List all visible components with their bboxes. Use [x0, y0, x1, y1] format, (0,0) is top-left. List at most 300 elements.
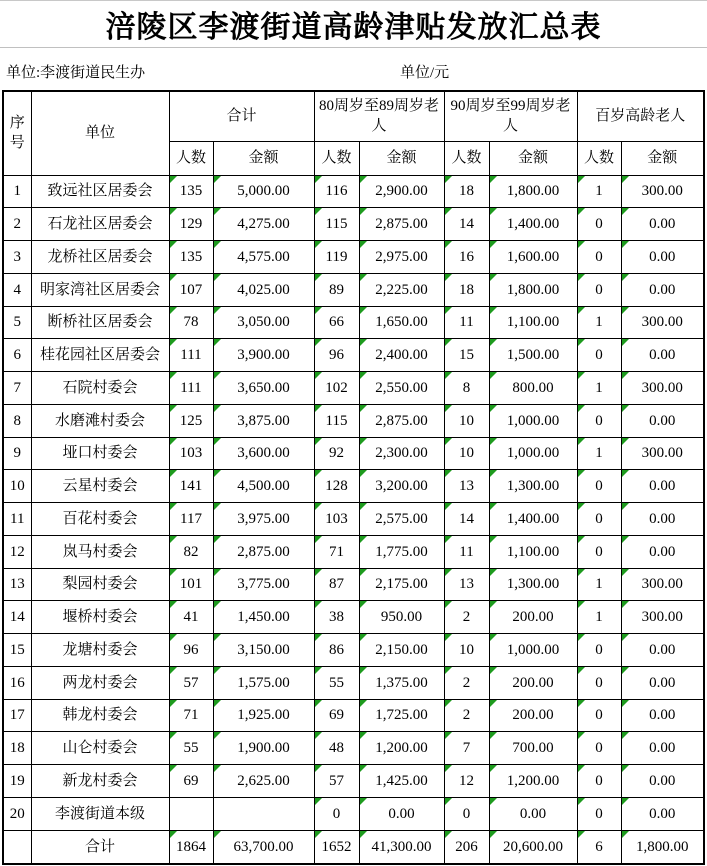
error-indicator-triangle-icon	[445, 634, 452, 641]
people-count-cell	[314, 175, 359, 208]
error-indicator-triangle-icon	[622, 601, 629, 608]
error-indicator-triangle-icon	[170, 241, 177, 248]
row-number-cell	[3, 241, 31, 274]
error-indicator-triangle-icon	[360, 536, 367, 543]
header-age-90-99-group: 90周岁至99周岁老人	[444, 91, 577, 141]
error-indicator-triangle-icon	[622, 438, 629, 445]
error-indicator-triangle-icon	[578, 732, 585, 739]
people-count-cell	[169, 666, 213, 699]
error-indicator-triangle-icon	[360, 798, 367, 805]
cell-text: 0	[595, 347, 603, 363]
people-count-cell	[577, 273, 621, 306]
cell-text: 百花村委会	[62, 510, 138, 527]
error-indicator-triangle-icon	[315, 372, 322, 379]
error-indicator-triangle-icon	[360, 831, 367, 838]
amount-cell	[359, 535, 444, 568]
cell-text: 岚马村委会	[62, 543, 138, 560]
table-row	[3, 503, 704, 536]
error-indicator-triangle-icon	[170, 634, 177, 641]
cell-text: 800.00	[512, 379, 554, 396]
cell-text: 103	[179, 445, 203, 462]
amount-cell	[213, 175, 314, 208]
error-indicator-triangle-icon	[214, 405, 221, 412]
error-indicator-triangle-icon	[490, 241, 497, 248]
amount-cell	[213, 503, 314, 536]
error-indicator-triangle-icon	[490, 732, 497, 739]
people-count-cell	[169, 241, 213, 274]
cell-text: 2,575.00	[375, 510, 428, 527]
cell-text: 19	[9, 772, 25, 789]
cell-text: 李渡街道本级	[54, 805, 145, 822]
error-indicator-triangle-icon	[315, 700, 322, 707]
people-count-cell	[169, 339, 213, 372]
error-indicator-triangle-icon	[170, 274, 177, 281]
people-count-cell	[444, 404, 489, 437]
amount-cell	[359, 404, 444, 437]
cell-text: 55	[329, 674, 345, 691]
error-indicator-triangle-icon	[445, 208, 452, 215]
people-count-cell	[444, 241, 489, 274]
error-indicator-triangle-icon	[445, 176, 452, 183]
people-count-cell	[314, 437, 359, 470]
error-indicator-triangle-icon	[490, 503, 497, 510]
error-indicator-triangle-icon	[578, 438, 585, 445]
cell-text: 1,200.00	[375, 740, 428, 756]
cell-text: 950.00	[380, 609, 423, 625]
cell-text: 0.00	[649, 281, 676, 298]
row-number-cell	[3, 470, 31, 503]
cell-text: 14	[459, 510, 475, 527]
people-count-cell	[444, 503, 489, 536]
amount-cell	[213, 666, 314, 699]
people-count-cell	[314, 568, 359, 601]
row-number-cell	[3, 699, 31, 732]
error-indicator-triangle-icon	[360, 176, 367, 183]
error-indicator-triangle-icon	[445, 241, 452, 248]
cell-text: 6	[595, 838, 603, 855]
error-indicator-triangle-icon	[214, 503, 221, 510]
amount-cell	[213, 732, 314, 765]
cell-text: 200.00	[512, 707, 554, 724]
cell-text: 2,300.00	[375, 445, 428, 462]
people-count-cell	[577, 601, 621, 634]
cell-text: 115	[325, 216, 348, 232]
header-total-group: 合计	[169, 91, 314, 141]
error-indicator-triangle-icon	[490, 700, 497, 707]
cell-text: 0	[332, 805, 341, 822]
cell-text: 1,400.00	[506, 216, 560, 232]
amount-cell	[359, 241, 444, 274]
amount-cell	[489, 339, 577, 372]
error-indicator-triangle-icon	[315, 503, 322, 510]
unit-name-cell	[31, 732, 169, 765]
error-indicator-triangle-icon	[360, 208, 367, 215]
error-indicator-triangle-icon	[578, 307, 585, 314]
people-count-cell	[314, 699, 359, 732]
error-indicator-triangle-icon	[214, 274, 221, 281]
cell-text: 0.00	[649, 772, 676, 789]
table-row	[3, 699, 704, 732]
error-indicator-triangle-icon	[315, 176, 322, 183]
cell-text: 1	[595, 314, 603, 331]
cell-text: 4,500.00	[237, 478, 290, 494]
unit-name-cell	[31, 208, 169, 241]
cell-text: 107	[179, 281, 203, 298]
error-indicator-triangle-icon	[360, 700, 367, 707]
people-count-cell	[577, 666, 621, 699]
error-indicator-triangle-icon	[170, 765, 177, 772]
error-indicator-triangle-icon	[360, 569, 367, 576]
header-total-amount: 金额	[213, 141, 314, 175]
cell-text: 1652	[321, 838, 352, 855]
error-indicator-triangle-icon	[622, 700, 629, 707]
cell-text: 1,425.00	[375, 772, 428, 789]
cell-text: 0.00	[388, 805, 415, 822]
error-indicator-triangle-icon	[622, 405, 629, 412]
cell-text: 71	[329, 543, 345, 560]
cell-text: 1,775.00	[375, 543, 428, 560]
error-indicator-triangle-icon	[578, 765, 585, 772]
amount-cell	[359, 372, 444, 405]
unit-name-cell	[31, 568, 169, 601]
error-indicator-triangle-icon	[170, 405, 177, 412]
row-number-cell	[3, 830, 31, 864]
cell-text: 200.00	[512, 609, 554, 625]
table-row	[3, 372, 704, 405]
amount-cell	[213, 535, 314, 568]
cell-text: 71	[183, 707, 199, 724]
cell-text: 1,000.00	[506, 641, 560, 658]
cell-text: 16	[9, 674, 25, 691]
row-number-cell	[3, 797, 31, 830]
people-count-cell	[314, 535, 359, 568]
table-body	[3, 175, 704, 864]
error-indicator-triangle-icon	[490, 372, 497, 379]
cell-text: 1,800.00	[636, 838, 689, 855]
cell-text: 0.00	[519, 805, 547, 822]
error-indicator-triangle-icon	[360, 274, 367, 281]
cell-text: 96	[329, 347, 345, 363]
people-count-cell	[314, 634, 359, 667]
error-indicator-triangle-icon	[214, 372, 221, 379]
error-indicator-triangle-icon	[490, 438, 497, 445]
cell-text: 111	[180, 347, 202, 363]
error-indicator-triangle-icon	[445, 339, 452, 346]
error-indicator-triangle-icon	[490, 405, 497, 412]
error-indicator-triangle-icon	[445, 536, 452, 543]
error-indicator-triangle-icon	[622, 208, 629, 215]
cell-text: 4	[13, 281, 21, 298]
people-count-cell	[169, 372, 213, 405]
cell-text: 86	[329, 641, 345, 658]
cell-text: 2,150.00	[375, 641, 428, 658]
unit-name-cell	[31, 372, 169, 405]
error-indicator-triangle-icon	[214, 176, 221, 183]
people-count-cell	[444, 666, 489, 699]
amount-cell	[359, 830, 444, 864]
row-number-cell	[3, 208, 31, 241]
people-count-cell	[444, 699, 489, 732]
cell-text: 4,275.00	[237, 216, 290, 232]
error-indicator-triangle-icon	[622, 241, 629, 248]
error-indicator-triangle-icon	[490, 569, 497, 576]
unit-name-cell	[31, 765, 169, 798]
table-row	[3, 470, 704, 503]
cell-text: 1,575.00	[237, 674, 290, 691]
amount-cell	[621, 306, 704, 339]
unit-name-cell	[31, 797, 169, 830]
cell-text: 10	[459, 445, 475, 462]
error-indicator-triangle-icon	[360, 307, 367, 314]
error-indicator-triangle-icon	[360, 503, 367, 510]
cell-text: 0.00	[649, 248, 676, 265]
table-row	[3, 404, 704, 437]
cell-text: 1	[13, 183, 21, 200]
people-count-cell	[444, 175, 489, 208]
people-count-cell	[169, 404, 213, 437]
people-count-cell	[577, 404, 621, 437]
people-count-cell	[577, 535, 621, 568]
people-count-cell	[314, 208, 359, 241]
cell-text: 12	[459, 772, 475, 789]
error-indicator-triangle-icon	[578, 372, 585, 379]
error-indicator-triangle-icon	[315, 831, 322, 838]
unit-name-cell	[31, 339, 169, 372]
error-indicator-triangle-icon	[578, 470, 585, 477]
people-count-cell	[169, 503, 213, 536]
error-indicator-triangle-icon	[214, 634, 221, 641]
amount-cell	[621, 568, 704, 601]
error-indicator-triangle-icon	[578, 601, 585, 608]
cell-text: 1	[595, 183, 603, 200]
row-number-cell	[3, 503, 31, 536]
error-indicator-triangle-icon	[170, 438, 177, 445]
cell-text: 3,050.00	[237, 314, 290, 331]
cell-text: 18	[459, 281, 475, 298]
cell-text: 700.00	[512, 740, 554, 756]
people-count-cell	[314, 404, 359, 437]
cell-text: 12	[9, 543, 25, 560]
cell-text: 1,400.00	[506, 510, 560, 527]
error-indicator-triangle-icon	[360, 372, 367, 379]
error-indicator-triangle-icon	[445, 438, 452, 445]
cell-text: 明家湾社区居委会	[39, 281, 160, 298]
cell-text: 1,100.00	[506, 314, 560, 331]
amount-cell	[489, 273, 577, 306]
error-indicator-triangle-icon	[315, 536, 322, 543]
amount-cell	[489, 634, 577, 667]
error-indicator-triangle-icon	[445, 798, 452, 805]
header-80-people: 人数	[314, 141, 359, 175]
unit-name-cell	[31, 306, 169, 339]
error-indicator-triangle-icon	[445, 470, 452, 477]
amount-cell	[489, 601, 577, 634]
cell-text: 11	[10, 510, 25, 527]
amount-cell	[213, 634, 314, 667]
total-row	[3, 830, 704, 864]
error-indicator-triangle-icon	[170, 667, 177, 674]
error-indicator-triangle-icon	[622, 339, 629, 346]
people-count-cell	[314, 372, 359, 405]
error-indicator-triangle-icon	[622, 569, 629, 576]
error-indicator-triangle-icon	[578, 503, 585, 510]
people-count-cell	[577, 306, 621, 339]
amount-cell	[489, 568, 577, 601]
cell-text: 0	[595, 543, 603, 560]
people-count-cell	[169, 765, 213, 798]
error-indicator-triangle-icon	[578, 241, 585, 248]
error-indicator-triangle-icon	[214, 700, 221, 707]
header-100-amount: 金额	[621, 141, 704, 175]
cell-text: 0	[462, 805, 471, 822]
amount-cell	[621, 732, 704, 765]
cell-text: 125	[179, 412, 203, 429]
amount-cell	[213, 241, 314, 274]
error-indicator-triangle-icon	[170, 503, 177, 510]
amount-cell	[621, 437, 704, 470]
cell-text: 0	[595, 772, 603, 789]
cell-text: 10	[9, 478, 25, 494]
people-count-cell	[314, 306, 359, 339]
cell-text: 0.00	[649, 805, 676, 822]
unit-name-cell	[31, 503, 169, 536]
cell-text: 0	[595, 641, 603, 658]
error-indicator-triangle-icon	[315, 569, 322, 576]
error-indicator-triangle-icon	[360, 765, 367, 772]
cell-text: 7	[462, 740, 471, 756]
error-indicator-triangle-icon	[315, 470, 322, 477]
amount-cell	[359, 765, 444, 798]
cell-text: 1,600.00	[506, 248, 560, 265]
cell-text: 1	[595, 445, 603, 462]
people-count-cell	[444, 535, 489, 568]
amount-cell	[621, 797, 704, 830]
error-indicator-triangle-icon	[578, 536, 585, 543]
header-90-amount: 金额	[489, 141, 577, 175]
cell-text: 135	[179, 183, 203, 200]
error-indicator-triangle-icon	[622, 307, 629, 314]
amount-cell	[489, 765, 577, 798]
row-number-cell	[3, 372, 31, 405]
cell-text: 2,900.00	[375, 183, 428, 200]
unit-name-cell	[31, 699, 169, 732]
cell-text: 断桥社区居委会	[47, 314, 153, 331]
error-indicator-triangle-icon	[622, 798, 629, 805]
error-indicator-triangle-icon	[360, 667, 367, 674]
error-indicator-triangle-icon	[360, 241, 367, 248]
cell-text: 0.00	[649, 412, 676, 429]
error-indicator-triangle-icon	[170, 339, 177, 346]
error-indicator-triangle-icon	[214, 732, 221, 739]
cell-text: 5,000.00	[237, 183, 290, 200]
error-indicator-triangle-icon	[315, 732, 322, 739]
currency-unit-label: 单位/元	[400, 65, 450, 81]
amount-cell	[213, 306, 314, 339]
amount-cell	[489, 732, 577, 765]
people-count-cell	[577, 208, 621, 241]
cell-text: 两龙村委会	[62, 674, 138, 691]
error-indicator-triangle-icon	[490, 274, 497, 281]
cell-text: 3,875.00	[237, 412, 290, 429]
error-indicator-triangle-icon	[315, 798, 322, 805]
cell-text: 15	[459, 347, 475, 363]
allowance-summary-table	[2, 90, 705, 865]
people-count-cell	[314, 339, 359, 372]
subtitle-row	[0, 48, 707, 90]
cell-text: 300.00	[641, 576, 683, 593]
people-count-cell	[577, 699, 621, 732]
cell-text: 1,450.00	[237, 609, 290, 625]
table-row	[3, 568, 704, 601]
error-indicator-triangle-icon	[445, 601, 452, 608]
error-indicator-triangle-icon	[445, 307, 452, 314]
cell-text: 7	[13, 379, 21, 396]
error-indicator-triangle-icon	[578, 339, 585, 346]
people-count-cell	[314, 273, 359, 306]
amount-cell	[621, 175, 704, 208]
amount-cell	[621, 404, 704, 437]
cell-text: 3,775.00	[237, 576, 290, 593]
cell-text: 6	[13, 347, 21, 363]
amount-cell	[213, 470, 314, 503]
error-indicator-triangle-icon	[170, 732, 177, 739]
cell-text: 1,300.00	[506, 576, 560, 593]
amount-cell	[489, 241, 577, 274]
error-indicator-triangle-icon	[445, 667, 452, 674]
table-row	[3, 241, 704, 274]
cell-text: 41	[183, 609, 199, 625]
cell-text: 梨园村委会	[62, 576, 138, 593]
error-indicator-triangle-icon	[315, 307, 322, 314]
table-row	[3, 601, 704, 634]
amount-cell	[359, 601, 444, 634]
cell-text: 66	[329, 314, 345, 331]
people-count-cell	[444, 470, 489, 503]
cell-text: 111	[180, 379, 202, 396]
cell-text: 3,200.00	[375, 478, 428, 494]
table-row	[3, 797, 704, 830]
amount-cell	[489, 372, 577, 405]
cell-text: 石院村委会	[62, 379, 138, 396]
people-count-cell	[314, 666, 359, 699]
error-indicator-triangle-icon	[622, 831, 629, 838]
people-count-cell	[577, 372, 621, 405]
unit-name-cell	[31, 175, 169, 208]
error-indicator-triangle-icon	[445, 831, 452, 838]
error-indicator-triangle-icon	[214, 667, 221, 674]
error-indicator-triangle-icon	[214, 569, 221, 576]
table-row	[3, 732, 704, 765]
cell-text: 合计	[84, 838, 115, 855]
cell-text: 200.00	[512, 674, 554, 691]
error-indicator-triangle-icon	[490, 667, 497, 674]
cell-text: 11	[459, 543, 474, 560]
cell-text: 57	[329, 772, 345, 789]
cell-text: 300.00	[641, 609, 683, 625]
error-indicator-triangle-icon	[578, 831, 585, 838]
cell-text: 1	[595, 609, 603, 625]
title-block	[0, 1, 707, 48]
cell-text: 1,300.00	[506, 478, 560, 494]
cell-text: 92	[329, 445, 345, 462]
people-count-cell	[169, 732, 213, 765]
amount-cell	[489, 535, 577, 568]
error-indicator-triangle-icon	[445, 569, 452, 576]
cell-text: 1	[595, 379, 603, 396]
amount-cell	[213, 437, 314, 470]
error-indicator-triangle-icon	[360, 339, 367, 346]
error-indicator-triangle-icon	[445, 372, 452, 379]
